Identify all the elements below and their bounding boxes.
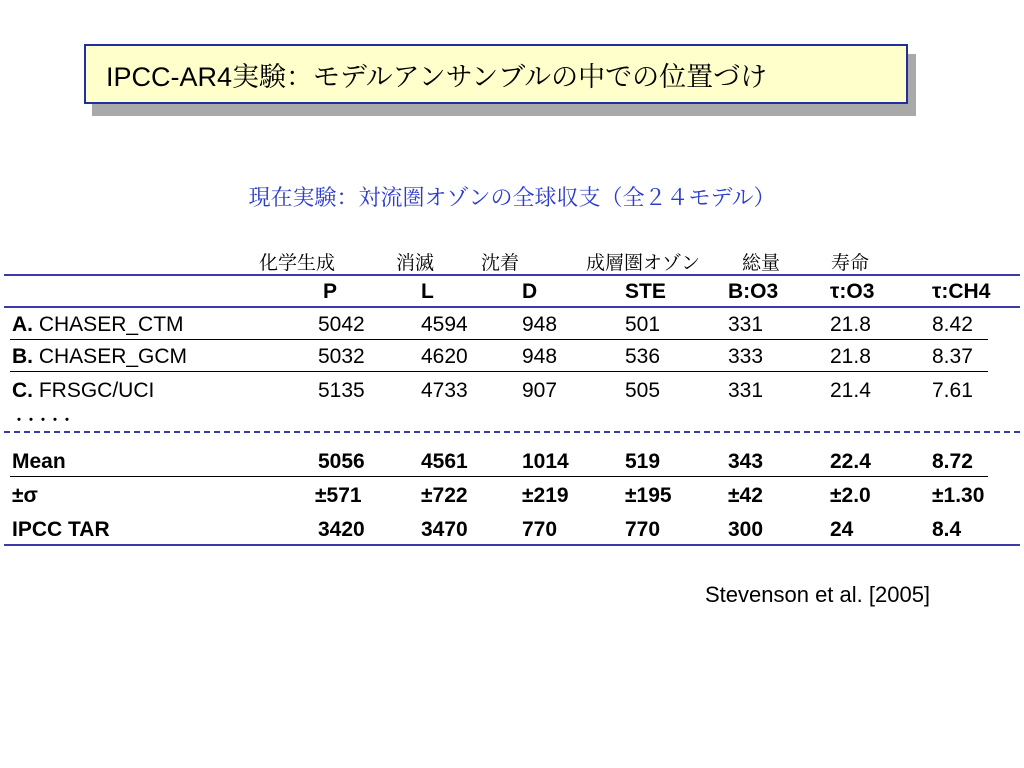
- cell-bo3: 331: [728, 313, 764, 336]
- cell-tau-ch4: 8.4: [932, 518, 962, 541]
- cell-l: 4733: [421, 379, 468, 402]
- cell-bo3: ±42: [728, 484, 763, 507]
- header-sym-p: P: [323, 280, 338, 303]
- cell-tau-ch4: 8.42: [932, 313, 973, 336]
- dashed-separator: [4, 431, 1020, 433]
- cell-tau-o3: 21.8: [830, 345, 871, 368]
- header-jp-deposition: 沈着: [481, 253, 520, 274]
- citation: Stevenson et al. [2005]: [705, 582, 931, 607]
- row-label: CHASER_GCM: [38, 345, 188, 368]
- row-underline: [10, 476, 988, 477]
- table-top-rule: [4, 274, 1020, 276]
- cell-d: 948: [522, 313, 558, 336]
- cell-l: 4561: [421, 450, 468, 473]
- header-jp-burden: 総量: [742, 253, 781, 274]
- cell-p: 5032: [318, 345, 365, 368]
- header-rule: [4, 306, 1020, 308]
- cell-l: 4594: [421, 313, 468, 336]
- row-prefix: C.: [12, 379, 33, 402]
- table-subtitle: 現在実験：対流圏オゾンの全球収支（全２４モデル）: [248, 185, 776, 210]
- row-underline: [10, 339, 988, 340]
- cell-tau-o3: 24: [830, 518, 854, 541]
- cell-p: 5056: [318, 450, 365, 473]
- row-label: CHASER_CTM: [38, 313, 184, 336]
- cell-ste: 501: [625, 313, 661, 336]
- cell-tau-o3: ±2.0: [830, 484, 871, 507]
- header-sym-ste: STE: [625, 280, 666, 303]
- cell-tau-ch4: ±1.30: [932, 484, 985, 507]
- row-underline: [10, 371, 988, 372]
- row-label: IPCC TAR: [12, 518, 110, 541]
- row-prefix: A.: [12, 313, 33, 336]
- table-bottom-rule: [4, 544, 1020, 546]
- cell-d: ±219: [522, 484, 569, 507]
- cell-d: 1014: [522, 450, 569, 473]
- cell-p: 3420: [318, 518, 365, 541]
- cell-tau-o3: 21.8: [830, 313, 871, 336]
- header-sym-d: D: [522, 280, 538, 303]
- cell-bo3: 333: [728, 345, 764, 368]
- cell-tau-ch4: 8.37: [932, 345, 973, 368]
- cell-l: ±722: [421, 484, 468, 507]
- slide-title: IPCC-AR4実験：モデルアンサンブルの中での位置づけ: [106, 61, 768, 92]
- slide-title-box: [84, 44, 908, 104]
- row-label: FRSGC/UCI: [38, 379, 155, 402]
- cell-ste: ±195: [625, 484, 672, 507]
- ellipsis-rows: ・・・・・: [12, 412, 72, 428]
- header-jp-ste: 成層圏オゾン: [586, 253, 701, 274]
- cell-tau-o3: 21.4: [830, 379, 871, 402]
- cell-ste: 536: [625, 345, 661, 368]
- cell-bo3: 300: [728, 518, 764, 541]
- header-sym-l: L: [421, 280, 434, 303]
- cell-ste: 770: [625, 518, 661, 541]
- cell-ste: 505: [625, 379, 661, 402]
- header-jp-production: 化学生成: [259, 253, 336, 274]
- header-sym-bo3: B:O3: [728, 280, 779, 303]
- cell-ste: 519: [625, 450, 661, 473]
- cell-d: 770: [522, 518, 558, 541]
- cell-tau-ch4: 7.61: [932, 379, 973, 402]
- cell-tau-ch4: 8.72: [932, 450, 973, 473]
- row-label: Mean: [12, 450, 66, 473]
- cell-tau-o3: 22.4: [830, 450, 871, 473]
- header-sym-tau-o3: τ:O3: [830, 280, 875, 303]
- cell-p: 5042: [318, 313, 365, 336]
- cell-p: 5135: [318, 379, 365, 402]
- cell-l: 3470: [421, 518, 468, 541]
- row-prefix: B.: [12, 345, 33, 368]
- header-jp-loss: 消滅: [396, 253, 435, 274]
- row-label: ±σ: [12, 484, 38, 507]
- cell-d: 948: [522, 345, 558, 368]
- cell-bo3: 331: [728, 379, 764, 402]
- header-sym-tau-ch4: τ:CH4: [932, 280, 991, 303]
- cell-bo3: 343: [728, 450, 764, 473]
- cell-p: ±571: [315, 484, 362, 507]
- cell-l: 4620: [421, 345, 468, 368]
- header-jp-lifetime: 寿命: [831, 253, 870, 274]
- cell-d: 907: [522, 379, 558, 402]
